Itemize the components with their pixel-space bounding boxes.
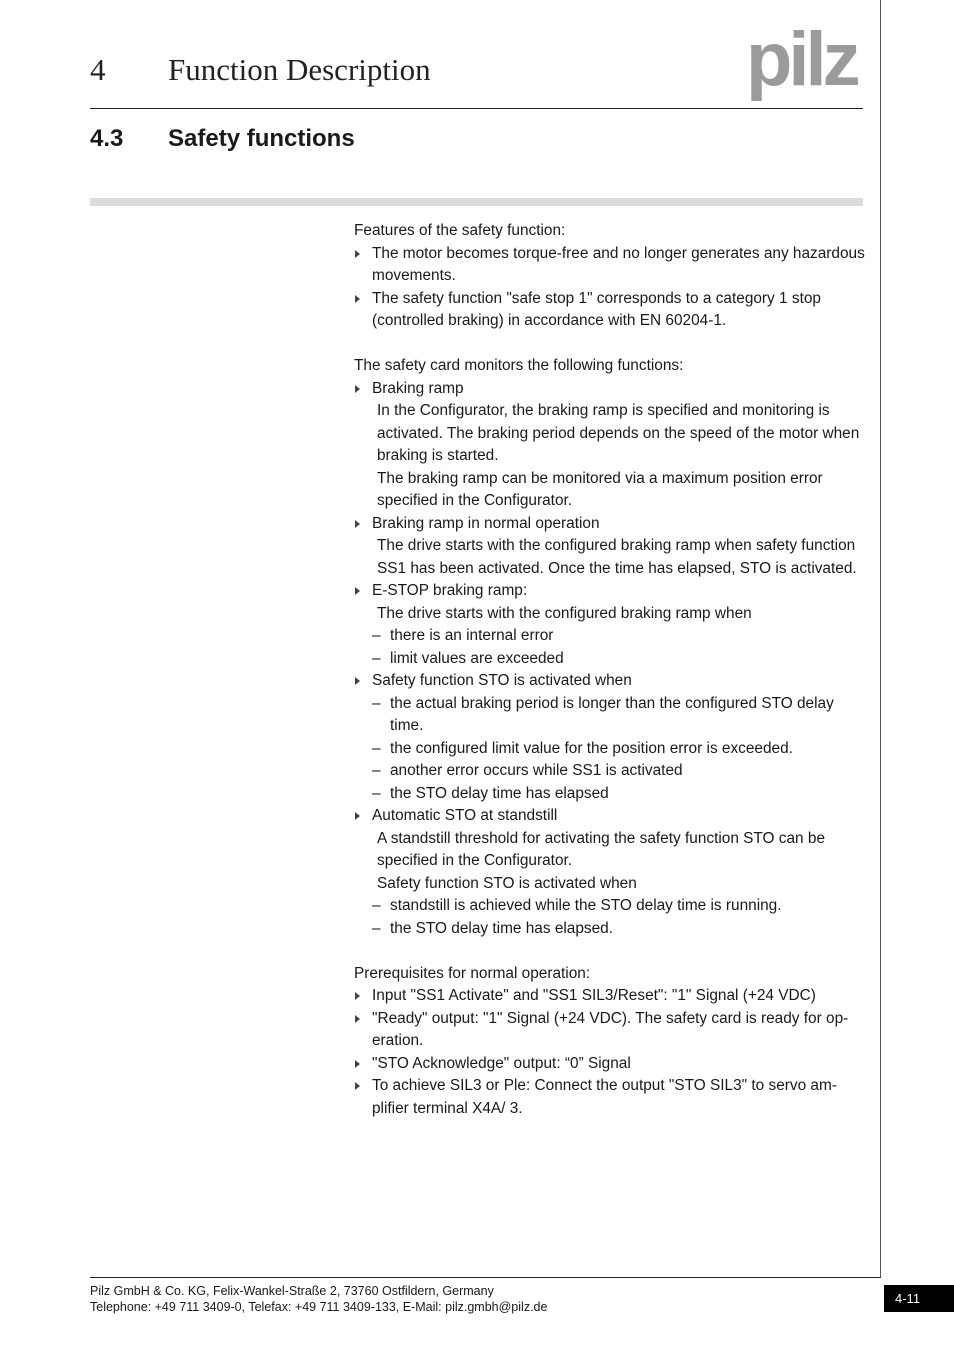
list-item: To achieve SIL3 or Ple: Connect the output "STO SIL3" to servo amplifier terminal X4A/ 3. — [354, 1075, 866, 1120]
bullet-arrow-icon — [355, 295, 360, 303]
list-item: The motor becomes torque-free and no longer generates any hazardous movements. — [354, 243, 866, 288]
bullet-arrow-icon — [355, 385, 360, 393]
header-rule — [90, 108, 863, 109]
right-margin-rule — [880, 0, 881, 1278]
bullet-arrow-icon — [355, 1082, 360, 1090]
list-item: Input "SS1 Activate" and "SS1 SIL3/Reset": "1" Signal (+24 VDC) — [354, 985, 866, 1008]
footer — [90, 1283, 547, 1315]
estop-ramp-text: The drive starts with the configured braking ramp when — [377, 604, 752, 622]
section-title: Safety functions — [168, 125, 355, 152]
bullet-arrow-icon — [355, 992, 360, 1000]
braking-ramp-text: In the Configurator, the braking ramp is specified and monitoring is activated. The braking period depends on the speed of the motor when braking is started. — [377, 402, 860, 464]
bullet-arrow-icon — [355, 1015, 360, 1023]
list-item: Braking ramp in normal operation — [354, 513, 866, 536]
chapter-number: 4 — [90, 52, 106, 87]
dash-item: – the actual braking period is longer than the configured STO delay time. — [372, 694, 834, 734]
braking-ramp-text-2: The braking ramp can be monitored via a maximum position error specified in the Configurator. — [377, 469, 823, 509]
footer-contact: Telephone: +49 711 3409-0, Telefax: +49 711 3409-133, E-Mail: pilz.gmbh@pilz.de — [90, 1300, 548, 1314]
dash-item: – the STO delay time has elapsed — [372, 784, 609, 802]
features-intro: Features of the safety function: — [354, 222, 566, 239]
bullet-arrow-icon — [355, 677, 360, 685]
bullet-arrow-icon — [355, 587, 360, 595]
dash-item: – there is an internal error — [372, 627, 554, 644]
prereq-intro: Prerequisites for normal operation: — [354, 964, 591, 982]
pilz-logo: pilz — [746, 17, 857, 102]
dash-item: – limit values are exceeded — [372, 649, 564, 667]
list-item: "STO Acknowledge" output: “0” Signal — [354, 1053, 866, 1076]
list-item: Safety function STO is activated when — [354, 670, 866, 693]
bullet-arrow-icon — [355, 1060, 360, 1068]
dash-item: – standstill is achieved while the STO delay time is running. — [372, 897, 782, 914]
list-item: The safety function "safe stop 1" corresponds to a category 1 stop (controlled braking) in accordance with EN 60204-1. — [354, 288, 866, 333]
list-item: Braking ramp — [354, 378, 866, 401]
braking-ramp-normal-text: The drive starts with the configured braking ramp when safety function SS1 has been activated. Once the time has elapsed, STO is activated. — [377, 537, 857, 577]
list-item: "Ready" output: "1" Signal (+24 VDC). The safety card is ready for operation. — [354, 1008, 866, 1053]
body-content — [354, 220, 866, 1120]
monitor-intro: The safety card monitors the following functions: — [354, 357, 684, 374]
footer-address: Pilz GmbH & Co. KG, Felix-Wankel-Straße 2, 73760 Ostfildern, Germany — [90, 1284, 494, 1298]
auto-sto-text: A standstill threshold for activating the safety function STO can be specified in the Configurator. — [377, 829, 826, 869]
bullet-arrow-icon — [355, 812, 360, 820]
dash-item: – another error occurs while SS1 is activated — [372, 762, 683, 779]
footer-rule — [90, 1277, 881, 1278]
page-number-badge: 4-11 — [884, 1285, 954, 1312]
list-item: Automatic STO at standstill — [354, 805, 866, 828]
auto-sto-text-2: Safety function STO is activated when — [377, 874, 637, 892]
dash-item: – the configured limit value for the position error is exceeded. — [372, 739, 793, 757]
section-number: 4.3 — [90, 125, 124, 152]
list-item: E-STOP braking ramp: — [354, 580, 866, 603]
dash-item: – the STO delay time has elapsed. — [372, 919, 614, 937]
chapter-title: Function Description — [168, 52, 431, 87]
bullet-arrow-icon — [355, 520, 360, 528]
section-divider-bar — [90, 198, 863, 206]
bullet-arrow-icon — [355, 250, 360, 258]
